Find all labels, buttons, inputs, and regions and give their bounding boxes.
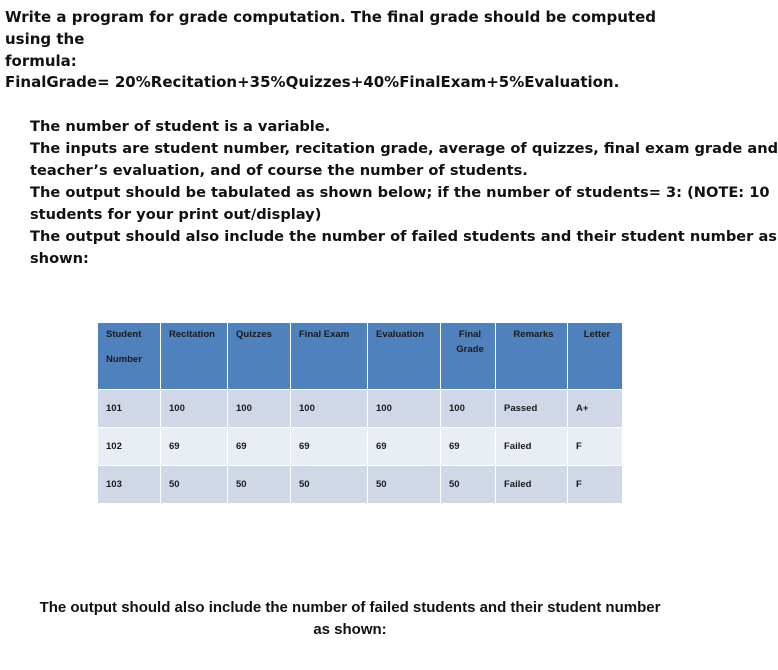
intro-text [5, 6, 695, 72]
bottom-line-2: as shown: [313, 621, 387, 638]
bottom-note [0, 597, 700, 641]
intro-line-1: Write a program for grade computation. The final grade should be computed using the [5, 8, 656, 48]
header-evaluation: Evaluation [368, 323, 441, 390]
table-row [98, 466, 623, 504]
cell-final-exam: 50 [291, 466, 368, 504]
bottom-line-1: The output should also include the number of failed students and their student number [39, 599, 661, 616]
instruction-line: students for your print out/display) [30, 206, 322, 223]
grade-table [97, 322, 623, 504]
cell-student-number: 102 [98, 428, 161, 466]
cell-evaluation: 100 [368, 390, 441, 428]
header-final-grade: Final Grade [441, 323, 496, 390]
cell-final-exam: 69 [291, 428, 368, 466]
cell-recitation: 50 [161, 466, 228, 504]
cell-evaluation: 69 [368, 428, 441, 466]
cell-final-grade: 50 [441, 466, 496, 504]
instruction-line: The output should be tabulated as shown below; if the number of students= 3: (NOTE: 10 [30, 184, 770, 201]
instruction-line: The inputs are student number, recitation grade, average of quizzes, final exam grade and [30, 140, 778, 157]
header-student-number: Student Number [98, 323, 161, 390]
table-row [98, 390, 623, 428]
cell-letter: F [568, 428, 623, 466]
header-letter: Letter [568, 323, 623, 390]
cell-evaluation: 50 [368, 466, 441, 504]
table-row [98, 428, 623, 466]
header-recitation: Recitation [161, 323, 228, 390]
header-final-exam: Final Exam [291, 323, 368, 390]
cell-student-number: 101 [98, 390, 161, 428]
cell-remarks: Failed [496, 466, 568, 504]
instructions-text [30, 116, 778, 270]
intro-line-2: formula: [5, 52, 77, 70]
table-header-row [98, 323, 623, 390]
cell-quizzes: 50 [228, 466, 291, 504]
cell-quizzes: 69 [228, 428, 291, 466]
cell-student-number: 103 [98, 466, 161, 504]
cell-letter: A+ [568, 390, 623, 428]
cell-final-grade: 100 [441, 390, 496, 428]
cell-final-grade: 69 [441, 428, 496, 466]
instruction-line: The number of student is a variable. [30, 118, 331, 135]
cell-recitation: 100 [161, 390, 228, 428]
header-quizzes: Quizzes [228, 323, 291, 390]
instruction-line: shown: [30, 250, 89, 267]
cell-final-exam: 100 [291, 390, 368, 428]
formula-text: FinalGrade= 20%Recitation+35%Quizzes+40%FinalExam+5%Evaluation. [5, 73, 620, 91]
cell-recitation: 69 [161, 428, 228, 466]
instruction-line: The output should also include the number of failed students and their student number as [30, 228, 777, 245]
cell-quizzes: 100 [228, 390, 291, 428]
cell-letter: F [568, 466, 623, 504]
header-remarks: Remarks [496, 323, 568, 390]
grade-table-container [97, 322, 623, 504]
cell-remarks: Failed [496, 428, 568, 466]
instruction-line: teacher’s evaluation, and of course the number of students. [30, 162, 528, 179]
cell-remarks: Passed [496, 390, 568, 428]
